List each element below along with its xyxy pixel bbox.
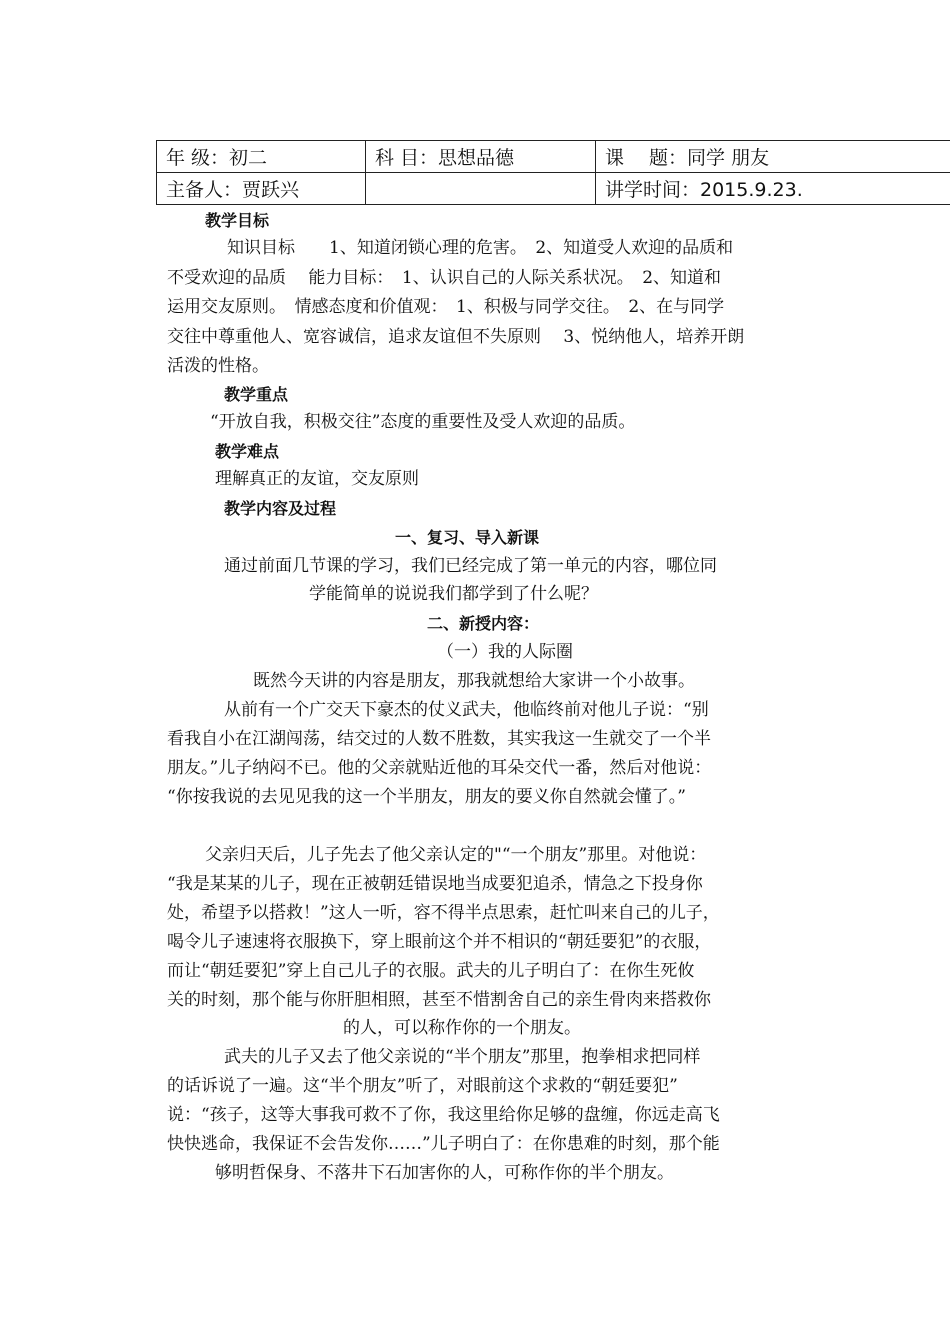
story2-line: 喝令儿子速速将衣服换下，穿上眼前这个并不相识的“朝廷要犯”的衣服， bbox=[167, 932, 712, 952]
story2-line: 父亲归天后，儿子先去了他父亲认定的"“一个朋友”那里。对他说： bbox=[205, 845, 707, 865]
goals-line: 活泼的性格。 bbox=[167, 356, 269, 376]
difficulty-title: 教学难点 bbox=[215, 442, 280, 461]
story1-line: 从前有一个广交天下豪杰的仗义武夫，他临终前对他儿子说：“别 bbox=[224, 700, 709, 720]
goals-line: 知识目标 1、知道闭锁心理的危害。 2、知道受人欢迎的品质和 bbox=[227, 238, 734, 258]
goals-line: 运用交友原则。 情感态度和价值观： 1、积极与同学交往。 2、在与同学 bbox=[167, 297, 725, 317]
story3-line: 的话诉说了一遍。这“半个朋友”听了，对眼前这个求救的“朝廷要犯” bbox=[167, 1076, 678, 1096]
key-title: 教学重点 bbox=[224, 385, 289, 404]
header-row bbox=[157, 173, 950, 205]
goals-line: 不受欢迎的品质 能力目标： 1、认识自己的人际关系状况。 2、知道和 bbox=[167, 268, 722, 288]
story1-line: “你按我说的去见见我的这一个半朋友，朋友的要义你自然就会懂了。” bbox=[167, 787, 686, 807]
story3-line: 武夫的儿子又去了他父亲说的“半个朋友”那里，抱拳相求把同样 bbox=[224, 1047, 701, 1067]
story1-line: 看我自小在江湖闯荡，结交过的人数不胜数，其实我这一生就交了一个半 bbox=[167, 729, 711, 749]
story1-line: 朋友。”儿子纳闷不已。他的父亲就贴近他的耳朵交代一番，然后对他说： bbox=[167, 758, 712, 778]
story2-line: 处，希望予以搭救！”这人一听，容不得半点思索，赶忙叫来自己的儿子， bbox=[167, 903, 720, 923]
difficulty-text: 理解真正的友谊，交友原则 bbox=[215, 469, 419, 489]
lesson-header-table bbox=[156, 140, 950, 205]
grade-cell: 年 级：初二 bbox=[157, 141, 366, 173]
intro-line: 既然今天讲的内容是朋友，那我就想给大家讲一个小故事。 bbox=[253, 671, 695, 691]
story2-line: 关的时刻，那个能与你肝胆相照，甚至不惜割舍自己的亲生骨肉来搭救你 bbox=[167, 990, 711, 1010]
story3-line: 够明哲保身、不落井下石加害你的人，可称作你的半个朋友。 bbox=[215, 1163, 674, 1183]
goals-title: 教学目标 bbox=[205, 211, 270, 230]
process-title: 教学内容及过程 bbox=[224, 499, 337, 518]
story3-line: 快快逃命，我保证不会告发你……”儿子明白了：在你患难的时刻，那个能 bbox=[167, 1134, 720, 1154]
story2-line: 而让“朝廷要犯”穿上自己儿子的衣服。武夫的儿子明白了：在你生死攸 bbox=[167, 961, 695, 981]
preparer-cell: 主备人：贾跃兴 bbox=[157, 173, 366, 205]
key-text: “开放自我，积极交往”态度的重要性及受人欢迎的品质。 bbox=[210, 412, 636, 432]
topic-cell: 课 题：同学 朋友 bbox=[596, 141, 950, 173]
story2-line: 的人，可以称作你的一个朋友。 bbox=[343, 1018, 581, 1038]
part1-title: 一、复习、导入新课 bbox=[395, 528, 540, 547]
part1-line: 学能简单的说说我们都学到了什么呢？ bbox=[309, 584, 598, 604]
header-row bbox=[157, 141, 950, 173]
story3-line: 说：“孩子，这等大事我可救不了你，我这里给你足够的盘缠，你远走高飞 bbox=[167, 1105, 720, 1125]
part2-title: 二、新授内容： bbox=[427, 614, 540, 633]
sub1-title: （一）我的人际圈 bbox=[437, 642, 573, 662]
goals-line: 交往中尊重他人、宽容诚信，追求友谊但不失原则 3、悦纳他人，培养开朗 bbox=[167, 327, 745, 347]
time-cell: 讲学时间：2015.9.23. bbox=[596, 173, 950, 205]
story2-line: “我是某某的儿子，现在正被朝廷错误地当成要犯追杀，情急之下投身你 bbox=[167, 874, 703, 894]
part1-line: 通过前面几节课的学习，我们已经完成了第一单元的内容，哪位同 bbox=[224, 556, 717, 576]
subject-cell: 科 目：思想品德 bbox=[366, 141, 596, 173]
empty-cell bbox=[366, 173, 596, 205]
